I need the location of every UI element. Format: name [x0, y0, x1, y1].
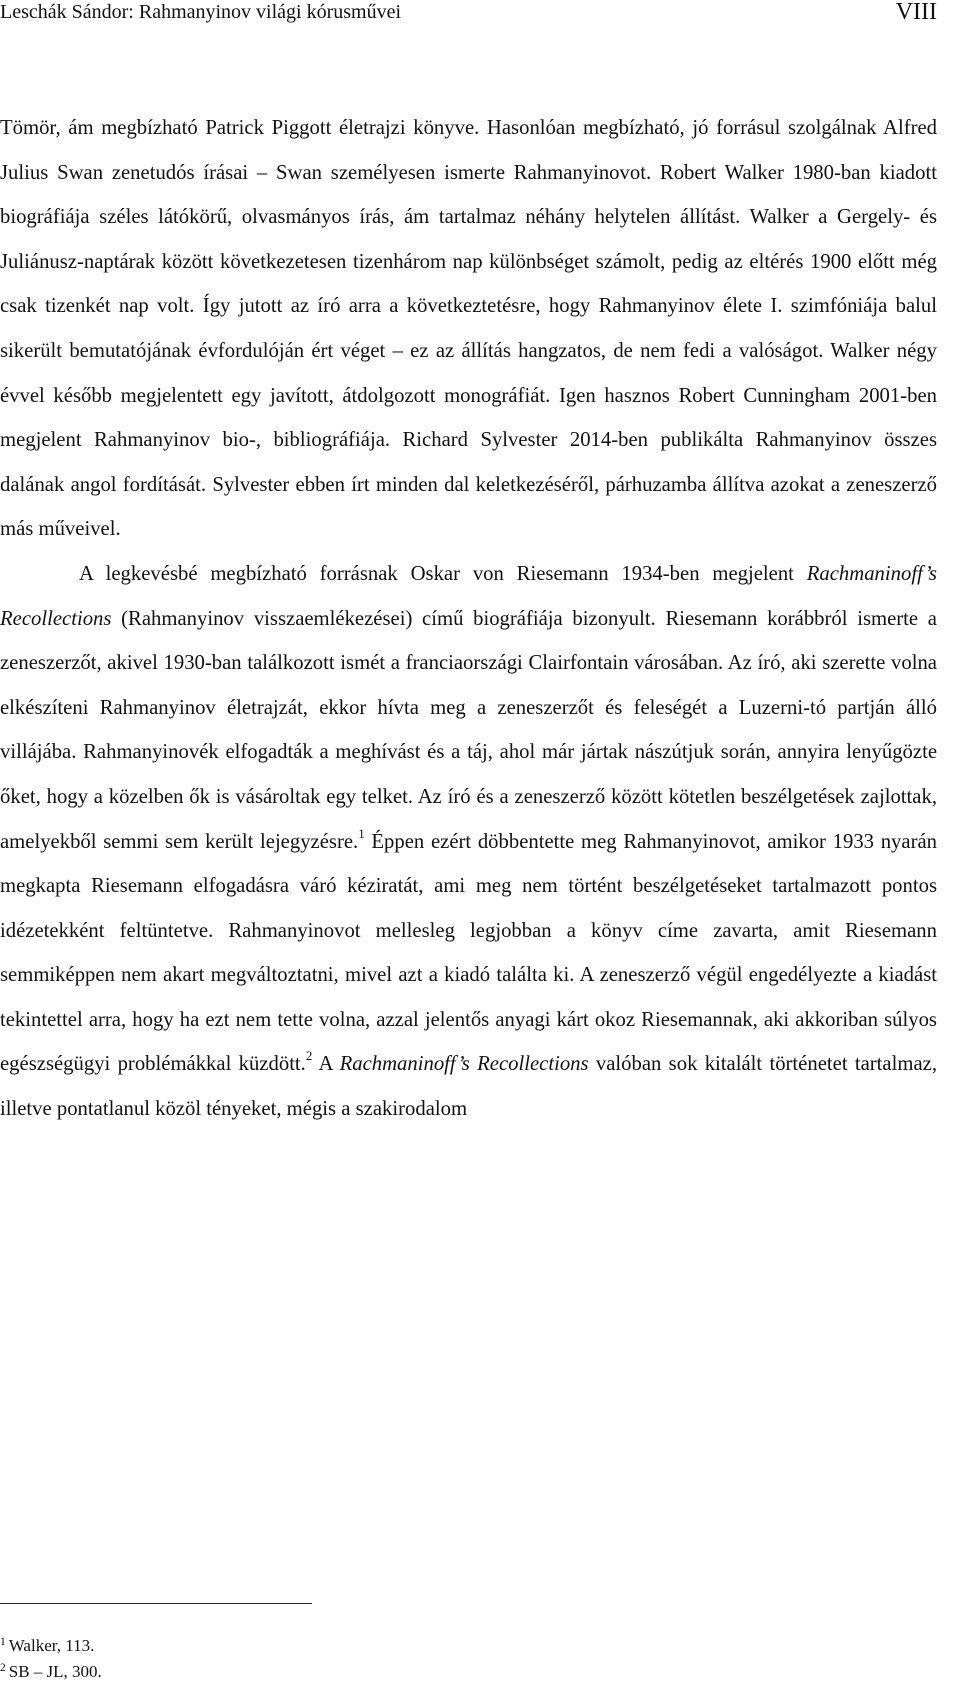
- paragraph-2-text-5: valóban sok kitalált történetet tartalmaz, illetve pontatlanul közöl tényeket, mégis a szakirodalom: [0, 1053, 937, 1121]
- footnote-reference-1[interactable]: 1: [358, 825, 365, 841]
- footnote-mark: 1: [0, 1636, 6, 1648]
- footnote-1: [0, 1633, 600, 1659]
- footnote-separator: [0, 1603, 312, 1604]
- footnote-mark: 2: [0, 1662, 6, 1674]
- footnote-2: [0, 1659, 600, 1685]
- paragraph-2-text-2: (Rahmanyinov visszaemlékezései) című biográfiája bizonyult. Riesemann korábbról ismerte a zeneszerzőt, akivel 1930-ban találkozott ismét a franciaországi Clairfontain városában. Az író, aki szerette volna elkészíteni Rahmanyinov életrajzát, ekkor hívta meg a zeneszerzőt és feleségét a Luzerni-tó partján álló villájába. Rahmanyinovék elfogadták a meghívást és a táj, ahol már jártak nászútjuk során, annyira lenyűgözte őket, hogy a közelben ők is vásároltak egy telket. Az író és a zeneszerző között kötetlen beszélgetések zajlottak, amelyekből semmi sem került lejegyzésre.: [0, 607, 937, 853]
- paragraph-1: Tömör, ám megbízható Patrick Piggott életrajzi könyve. Hasonlóan megbízható, jó forrásul szolgálnak Alfred Julius Swan zenetudós írásai – Swan személyesen ismerte Rahmanyinovot. Robert Walker 1980-ban kiadott biográfiája széles látókörű, olvasmányos írás, ám tartalmaz néhány helytelen állítást. Walker a Gergely- és Juliánusz-naptárak között következetesen tizenhárom nap különbséget számolt, pedig az eltérés 1900 előtt még csak tizenkét nap volt. Így jutott az író arra a következtetésre, hogy Rahmanyinov élete I. szimfóniája balul sikerült bemutatójának évfordulóján ért véget – ez az állítás hangzatos, de nem fedi a valóságot. Walker négy évvel később megjelentett egy javított, átdolgozott monográfiát. Igen hasznos Robert Cunningham 2001-ben megjelent Rahmanyinov bio-, bibliográfiája. Richard Sylvester 2014-ben publikálta Rahmanyinov összes dalának angol fordítását. Sylvester ebben írt minden dal keletkezéséről, párhuzamba állítva azokat a zeneszerző más műveivel.: [0, 117, 937, 541]
- book-title: Rachmaninoff’s Recollections: [0, 562, 937, 630]
- footnotes: [0, 1633, 600, 1685]
- paragraph-2: [0, 552, 937, 1132]
- running-title: Leschák Sándor: Rahmanyinov világi kórusművei: [0, 1, 402, 23]
- body-text: [0, 106, 937, 1132]
- paragraph-2-text-3: Éppen ezért döbbentette meg Rahmanyinovot, amikor 1933 nyarán megkapta Riesemann elfogadásra váró kéziratát, ami meg nem történt beszélgetéseket tartalmazott pontos idézetekként feltüntetve. Rahmanyinovot mellesleg legjobban a könyv címe zavarta, amit Riesemann semmiképpen nem akart megváltoztatni, mivel azt a kiadó találta ki. A zeneszerző végül engedélyezte a kiadást tekintettel arra, hogy ha ezt nem tette volna, azzal jelentős anyagi kárt okoz Riesemannak, aki akkoriban súlyos egészségügyi problémákkal küzdött.: [0, 830, 937, 1076]
- page-number: VIII: [895, 0, 937, 25]
- footnote-reference-2[interactable]: 2: [305, 1048, 313, 1064]
- page-header: [0, 0, 937, 28]
- footnote-text: SB – JL, 300.: [8, 1662, 102, 1681]
- book-title: Rachmaninoff’s Recollections: [339, 1053, 589, 1076]
- paragraph-2-text-4: A: [312, 1053, 340, 1076]
- footnote-text: Walker, 113.: [8, 1636, 95, 1655]
- paragraph-2-text-1: A legkevésbé megbízható forrásnak Oskar von Riesemann 1934-ben megjelent: [79, 562, 807, 585]
